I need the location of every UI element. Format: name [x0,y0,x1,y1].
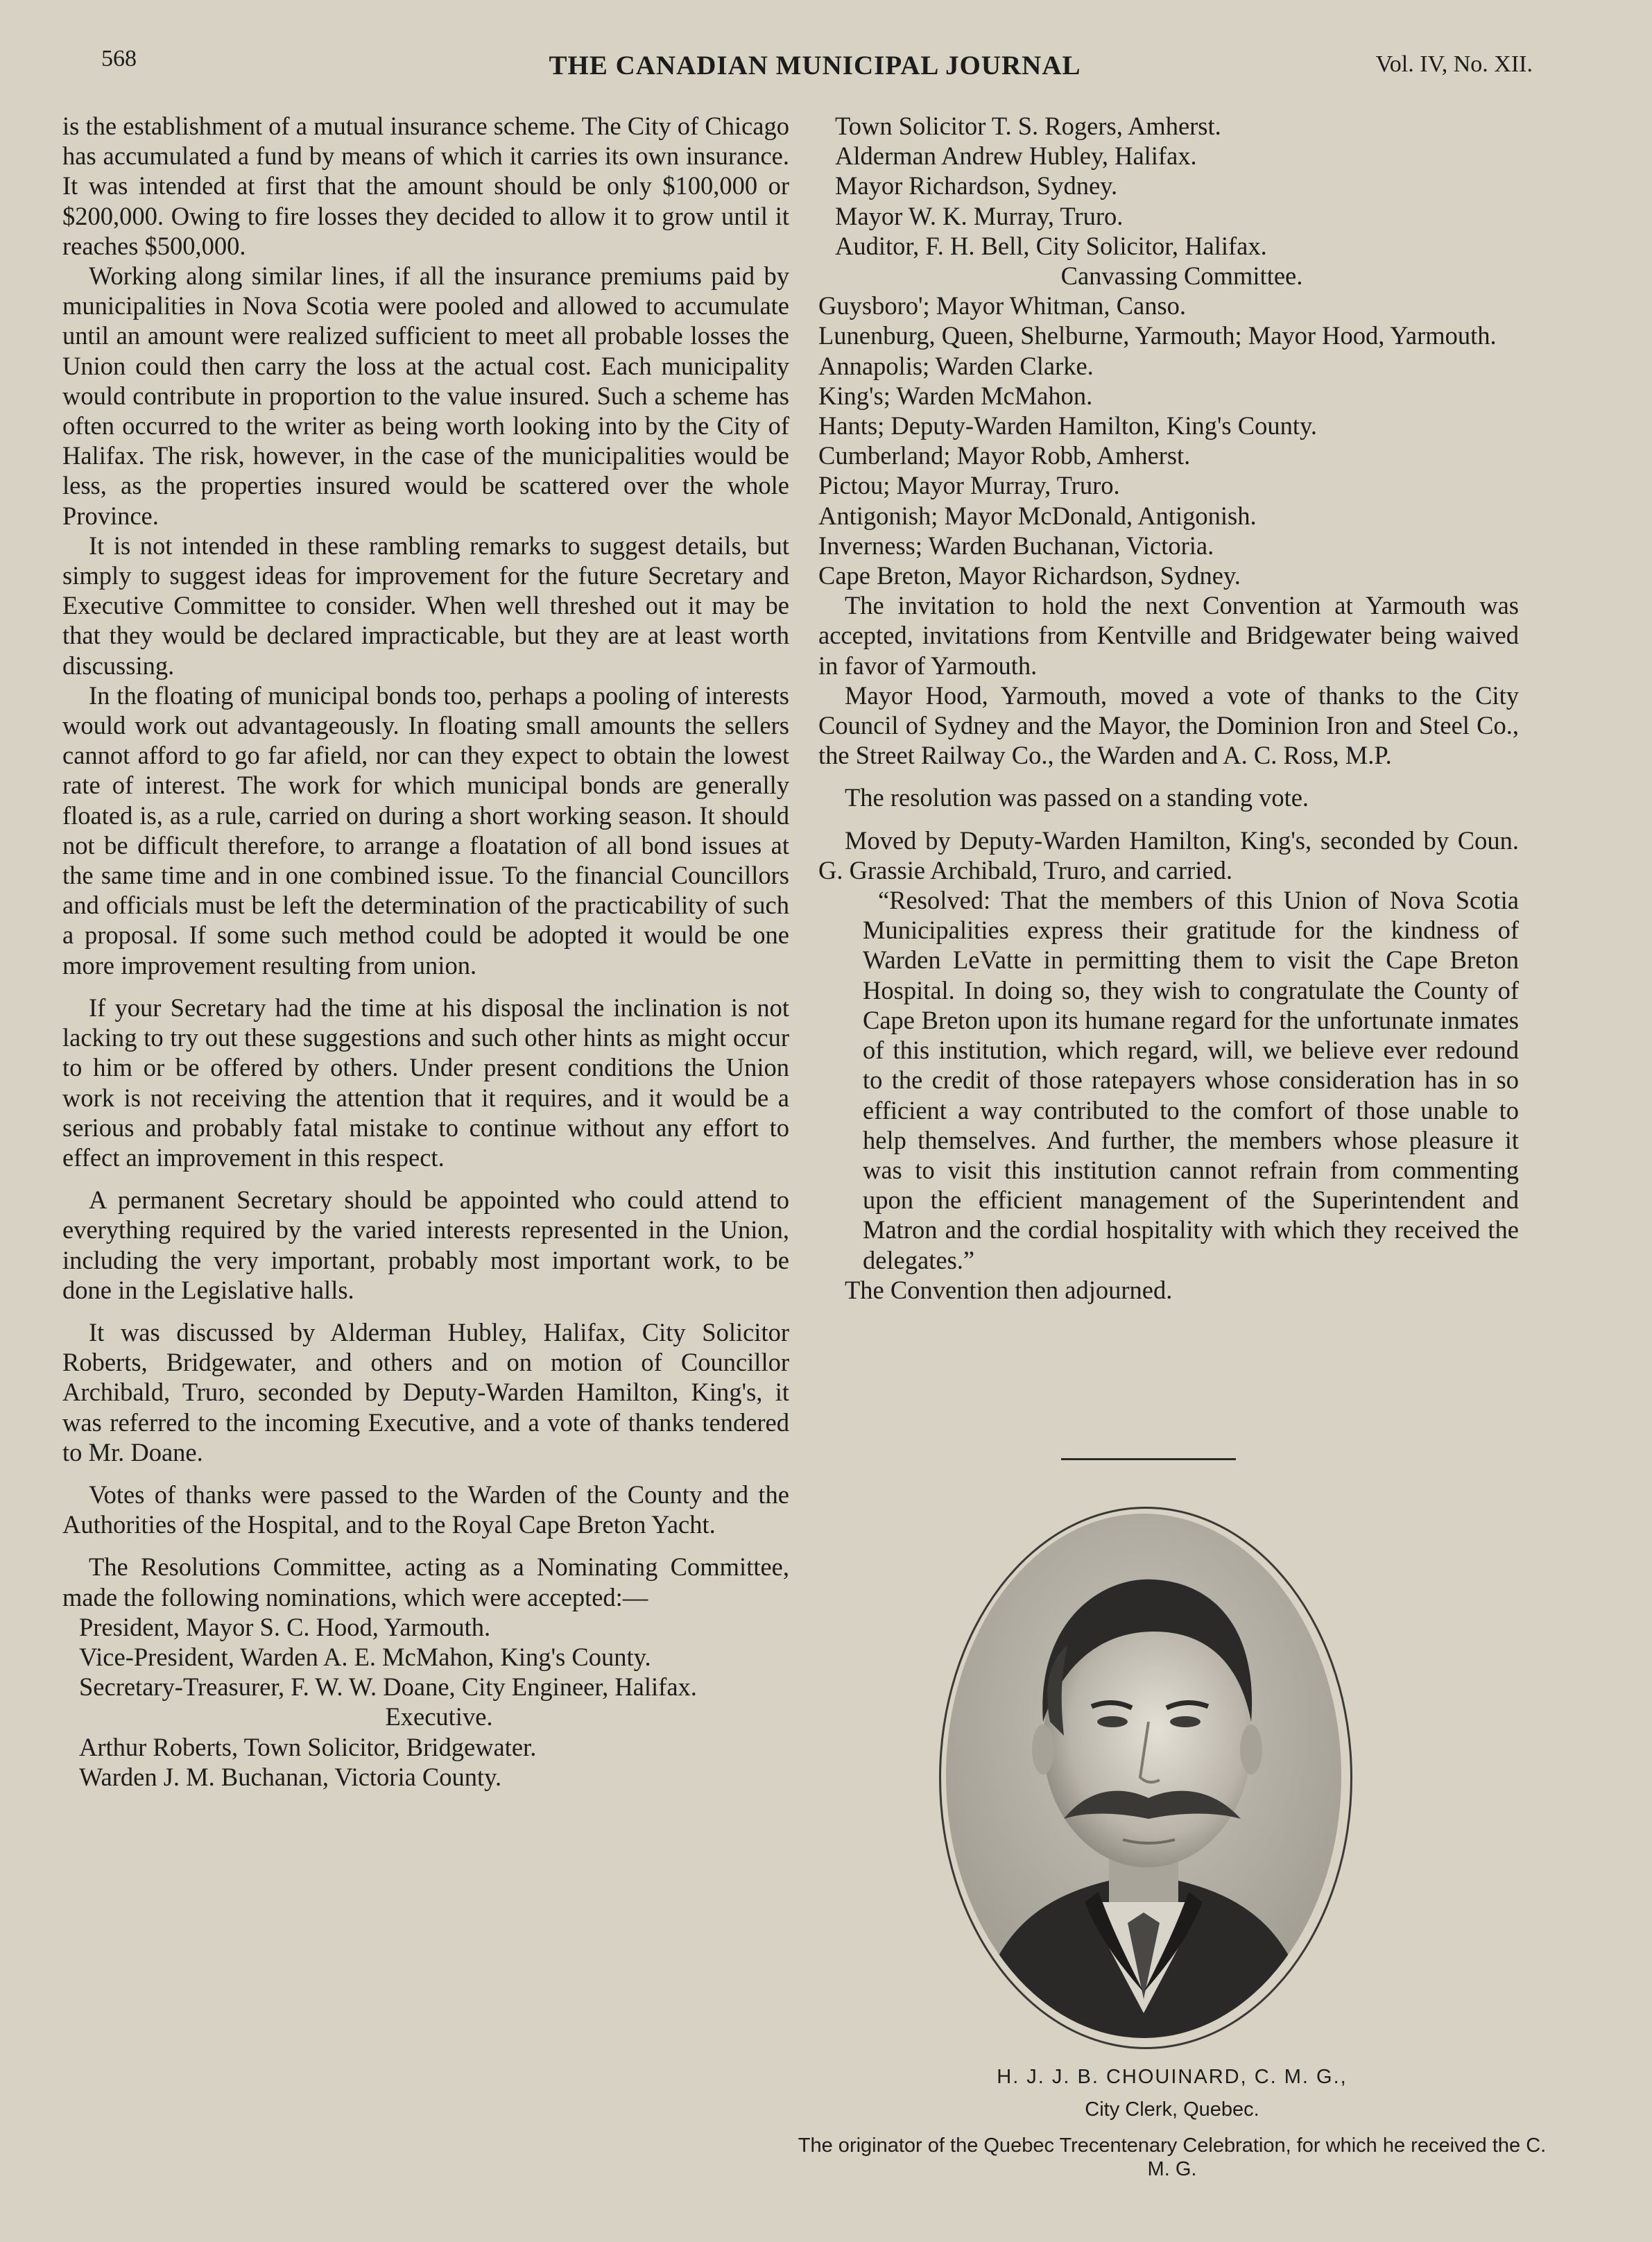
right-column [818,111,1519,1305]
canvassing-entry: King's; Warden McMahon. [818,381,1093,410]
executive-member: Alderman Andrew Hubley, Halifax. [835,142,1197,171]
paragraph: Votes of thanks were passed to the Warden of the County and the Authorities of the Hospital, and to the Royal Cape Breton Yacht. [62,1480,789,1539]
paragraph: is the establishment of a mutual insurance scheme. The City of Chicago has accumulated a fund by means of which it carries its own insurance. It was intended at first that the amount should be only $100,000 or $200,000. Owing to fire losses they decided to allow it to grow until it reaches $500,000. [62,112,789,260]
portrait-caption-description: The originator of the Quebec Trecentenary Celebration, for which he received the C. M. G. [798,2134,1547,2180]
canvassing-entry: Pictou; Mayor Murray, Truro. [818,471,1120,500]
left-column [62,111,789,1792]
canvassing-entry: Antigonish; Mayor McDonald, Antigonish. [818,501,1257,530]
executive-heading: Executive. [385,1702,493,1731]
executive-member: Town Solicitor T. S. Rogers, Amherst. [835,112,1221,140]
paragraph: The Resolutions Committee, acting as a Nominating Committee, made the following nominations, which were accepted:— [62,1552,789,1611]
executive-member: Warden J. M. Buchanan, Victoria County. [79,1762,502,1791]
page-header [97,46,1533,87]
paragraph: It is not intended in these rambling remarks to suggest details, but simply to suggest ideas for improvement for the future Secretary and Executive Committee to consider. When well threshed out it may be that they would be declared impracticable, but they are at least worth discussing. [62,531,789,680]
paragraph: Mayor Hood, Yarmouth, moved a vote of thanks to the City Council of Sydney and the Mayor, the Dominion Iron and Steel Co., the Street Railway Co., the Warden and A. C. Ross, M.P. [818,681,1519,770]
nomination-vice-president: Vice-President, Warden A. E. McMahon, King's County. [79,1642,651,1671]
paragraph: Working along similar lines, if all the insurance premiums paid by municipalities in Nova Scotia were pooled and allowed to accumulate until an amount were realized sufficient to meet all probable losses the Union could then carry the loss at the actual cost. Each municipality would contribute in proportion to the value insured. Such a scheme has often occurred to the writer as being worth looking into by the City of Halifax. The risk, however, in the case of the municipalities would be less, as the properties insured would be scattered over the whole Province. [62,262,789,530]
paragraph: Moved by Deputy-Warden Hamilton, King's, seconded by Coun. G. Grassie Archibald, Truro, and carried. [818,825,1519,884]
paragraph: The invitation to hold the next Convention at Yarmouth was accepted, invitations from Kentville and Bridgewater being waived in favor of Yarmouth. [818,591,1519,680]
section-divider [1061,1458,1236,1460]
canvassing-entry: Annapolis; Warden Clarke. [818,351,1094,380]
page-number: 568 [101,46,137,71]
paragraph: The Convention then adjourned. [845,1275,1173,1304]
portrait-caption-name: H. J. J. B. CHOUINARD, C. M. G., [997,2066,1348,2088]
portrait-illustration [946,1514,1341,2038]
paragraph: A permanent Secretary should be appointed who could attend to everything required by the varied interests represented in the Union, including the very important, probably most important work, to be done in the Legislative halls. [62,1186,789,1304]
paragraph: The resolution was passed on a standing vote. [845,783,1309,812]
nomination-president: President, Mayor S. C. Hood, Yarmouth. [79,1612,491,1641]
canvassing-entry: Cape Breton, Mayor Richardson, Sydney. [818,561,1241,590]
paragraph: In the floating of municipal bonds too, perhaps a pooling of interests would work out advantageously. In floating small amounts the sellers cannot afford to go far afield, nor can they expect to obtain the lowest rate of interest. The work for which municipal bonds are generally floated is, as a rule, carried on during a short working season. It should not be difficult therefore, to arrange a floatation of all bond issues at the same time and in one combined issue. To the financial Councillors and officials must be left the determination of the practicability of such a proposal. If some such method could be adopted it would be one more improvement resulting from union. [62,681,789,979]
paragraph: It was discussed by Alderman Hubley, Halifax, City Solicitor Roberts, Bridgewater, and others and on motion of Councillor Archibald, Truro, seconded by Deputy-Warden Hamilton, King's, it was referred to the incoming Executive, and a vote of thanks tendered to Mr. Doane. [62,1317,789,1466]
portrait-photo [946,1514,1341,2038]
canvassing-entry: Inverness; Warden Buchanan, Victoria. [818,531,1214,560]
executive-member: Auditor, F. H. Bell, City Solicitor, Halifax. [835,231,1267,260]
executive-member: Mayor W. K. Murray, Truro. [835,201,1124,230]
canvassing-entry: Cumberland; Mayor Robb, Amherst. [818,441,1191,470]
paragraph: If your Secretary had the time at his disposal the inclination is not lacking to try out these suggestions and such other hints as might occur to him or be offered by others. Under present conditions the Union work is not receiving the attention that it requires, and it would be a serious and probably fatal mistake to continue without any effort to effect an improvement in this respect. [62,993,789,1172]
canvassing-entry: Guysboro'; Mayor Whitman, Canso. [818,291,1187,320]
canvassing-entry: Lunenburg, Queen, Shelburne, Yarmouth; Mayor Hood, Yarmouth. [818,321,1497,350]
resolution-text: “Resolved: That the members of this Union of Nova Scotia Municipalities express their gratitude for the kindness of Warden LeVatte in permitting them to visit the Cape Breton Hospital. In doing so, they wish to congratulate the County of Cape Breton upon its humane regard for the unfortunate inmates of this institution, which regard, will, we believe ever redound to the credit of those ratepayers whose consideration has in so efficient a way contributed to the comfort of those unable to help themselves. And further, the members whose pleasure it was to visit this institution cannot refrain from commenting upon the efficient management of the Superintendent and Matron and the cordial hospitality with which they received the delegates.” [863,886,1519,1274]
executive-member: Arthur Roberts, Town Solicitor, Bridgewater. [79,1732,537,1761]
executive-member: Mayor Richardson, Sydney. [835,171,1118,200]
canvassing-heading: Canvassing Committee. [1060,262,1303,291]
volume-number: Vol. IV, No. XII. [1375,51,1533,77]
portrait-caption-title: City Clerk, Quebec. [1085,2098,1259,2121]
nomination-secretary-treasurer: Secretary-Treasurer, F. W. W. Doane, City Engineer, Halifax. [79,1672,697,1702]
canvassing-entry: Hants; Deputy-Warden Hamilton, King's County. [818,411,1318,440]
journal-title: THE CANADIAN MUNICIPAL JOURNAL [549,51,1081,80]
